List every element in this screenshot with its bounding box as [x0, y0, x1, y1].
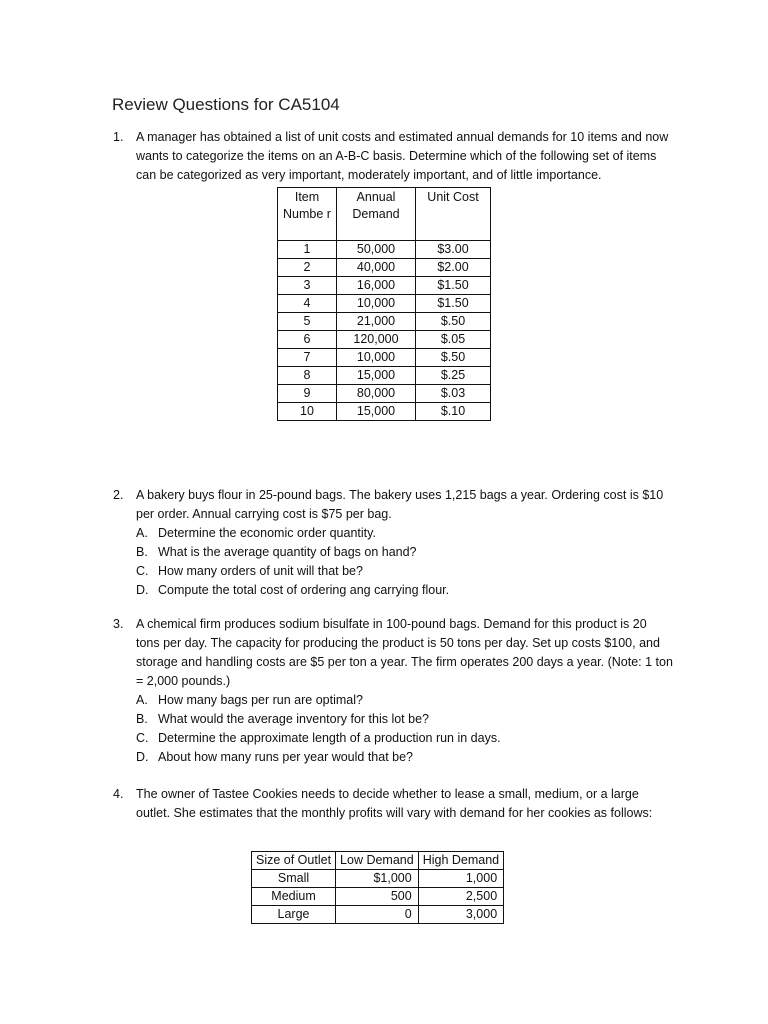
sub-question-letter: A. — [136, 526, 148, 540]
column-header: Annual Demand — [337, 188, 416, 241]
table-cell: 8 — [278, 367, 337, 385]
sub-question — [136, 748, 673, 767]
table-row — [278, 295, 491, 313]
table-row — [278, 367, 491, 385]
table-cell: $3.00 — [416, 241, 491, 259]
sub-question — [136, 729, 673, 748]
table-cell: 1,000 — [418, 870, 503, 888]
table-cell: 5 — [278, 313, 337, 331]
question-number: 2. — [113, 488, 124, 502]
outlet-profit-table — [251, 851, 504, 924]
table-header-row — [252, 852, 504, 870]
table-row — [252, 906, 504, 924]
table-cell: $.50 — [416, 349, 491, 367]
table-cell: 2 — [278, 259, 337, 277]
sub-question-text: What would the average inventory for this lot be? — [158, 712, 429, 726]
table-cell: 4 — [278, 295, 337, 313]
table-row — [278, 385, 491, 403]
column-header: Item Numbe r — [278, 188, 337, 241]
sub-question-letter: D. — [136, 583, 149, 597]
sub-question-text: How many orders of unit will that be? — [158, 564, 363, 578]
table-cell: Large — [252, 906, 336, 924]
sub-question — [136, 710, 673, 729]
sub-question — [136, 543, 673, 562]
table-row — [278, 259, 491, 277]
table-cell: 10,000 — [337, 349, 416, 367]
sub-question-letter: C. — [136, 564, 149, 578]
table-cell: 80,000 — [337, 385, 416, 403]
question-number: 3. — [113, 617, 124, 631]
table-cell: 3 — [278, 277, 337, 295]
sub-question-text: Determine the approximate length of a production run in days. — [158, 731, 501, 745]
table-cell: 500 — [336, 888, 419, 906]
sub-question-letter: B. — [136, 545, 148, 559]
table-cell: $2.00 — [416, 259, 491, 277]
table-cell: 10,000 — [337, 295, 416, 313]
table-cell: Small — [252, 870, 336, 888]
table-row — [278, 313, 491, 331]
column-header: High Demand — [418, 852, 503, 870]
table-cell: $.05 — [416, 331, 491, 349]
column-header: Unit Cost — [416, 188, 491, 241]
question-text: A chemical firm produces sodium bisulfate in 100-pound bags. Demand for this product is 20 tons per day. The capacity for producing the product is 50 tons per day. Set up costs $100, and storage and handling costs are $5 per ton a year. The firm operates 200 days a year. (Note: 1 ton = 2,000 pounds.) — [136, 617, 673, 688]
table-row — [278, 241, 491, 259]
sub-question-text: About how many runs per year would that be? — [158, 750, 414, 764]
table-cell: 2,500 — [418, 888, 503, 906]
table-cell: 0 — [336, 906, 419, 924]
table-cell: $.50 — [416, 313, 491, 331]
sub-question-letter: D. — [136, 750, 149, 764]
question-text: The owner of Tastee Cookies needs to decide whether to lease a small, medium, or a large outlet. She estimates that the monthly profits will vary with demand for her cookies as follows: — [136, 787, 653, 820]
table-cell: 3,000 — [418, 906, 503, 924]
question-number: 4. — [113, 787, 124, 801]
table-cell: 10 — [278, 403, 337, 421]
table-cell: 120,000 — [337, 331, 416, 349]
abc-table — [277, 187, 491, 421]
sub-question-text: Determine the economic order quantity. — [158, 526, 376, 540]
table-cell: 15,000 — [337, 367, 416, 385]
question-4 — [113, 785, 673, 823]
sub-question-letter: B. — [136, 712, 148, 726]
page-title: Review Questions for CA5104 — [112, 95, 340, 114]
table-row — [278, 277, 491, 295]
sub-question — [136, 691, 673, 710]
question-text: A manager has obtained a list of unit costs and estimated annual demands for 10 items and now wants to categorize the items on an A-B-C basis. Determine which of the following set of items can be categorized as very important, moderately important, and of little importance. — [136, 130, 669, 182]
column-header: Low Demand — [336, 852, 419, 870]
table-cell: 7 — [278, 349, 337, 367]
table-cell: $1.50 — [416, 277, 491, 295]
sub-question-text: What is the average quantity of bags on hand? — [158, 545, 417, 559]
table-row — [278, 349, 491, 367]
table-cell: 16,000 — [337, 277, 416, 295]
sub-question-text: How many bags per run are optimal? — [158, 693, 363, 707]
sub-question-letter: C. — [136, 731, 149, 745]
sub-question — [136, 562, 673, 581]
table-cell: $.25 — [416, 367, 491, 385]
table-cell: 50,000 — [337, 241, 416, 259]
table-cell: 6 — [278, 331, 337, 349]
sub-question — [136, 524, 673, 543]
table-cell: Medium — [252, 888, 336, 906]
table-cell: $.03 — [416, 385, 491, 403]
table-cell: $1,000 — [336, 870, 419, 888]
table-row — [252, 888, 504, 906]
question-3 — [113, 615, 673, 767]
table-cell: 40,000 — [337, 259, 416, 277]
table-row — [278, 331, 491, 349]
sub-question — [136, 581, 673, 600]
table-cell: $.10 — [416, 403, 491, 421]
question-number: 1. — [113, 130, 124, 144]
question-1 — [113, 128, 673, 185]
sub-question-letter: A. — [136, 693, 148, 707]
question-text: A bakery buys flour in 25-pound bags. The bakery uses 1,215 bags a year. Ordering cost is $10 per order. Annual carrying cost is $75 per bag. — [136, 488, 664, 521]
table-row — [252, 870, 504, 888]
table-cell: 9 — [278, 385, 337, 403]
table-header-row — [278, 188, 491, 241]
question-2 — [113, 486, 673, 600]
sub-question-text: Compute the total cost of ordering ang carrying flour. — [158, 583, 450, 597]
column-header: Size of Outlet — [252, 852, 336, 870]
table-cell: $1.50 — [416, 295, 491, 313]
table-cell: 15,000 — [337, 403, 416, 421]
table-row — [278, 403, 491, 421]
table-cell: 1 — [278, 241, 337, 259]
table-cell: 21,000 — [337, 313, 416, 331]
